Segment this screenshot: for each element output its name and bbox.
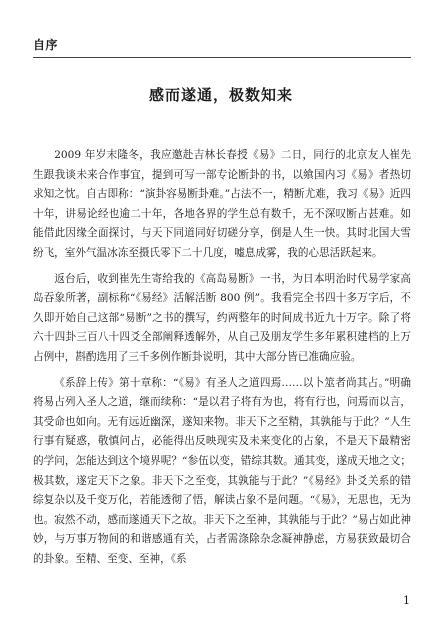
page-number: 1 xyxy=(403,594,410,607)
paragraph-2: 返台后，收到崔先生寄给我的《高岛易断》一书，为日本明治时代易学家高岛吞象所著，副标称“《易经》活解活断 800 例”。我看完全书四十多万字后，不久即开始自己这部“易断”之书的撰写，约两整年的时间成书近九十万字。除了将六十四卦三百八十四爻全部阐释透解外，从自己及朋友学生多年累积建档的上万占例中，斟酌选用了三千多例作断卦说明，其中大部分皆已准确应验。 xyxy=(33,272,411,363)
running-head: 自序 xyxy=(33,38,59,52)
paragraph-3: 《系辞上传》第十章称：“《易》有圣人之道四焉……以卜筮者尚其占。”明确将易占列入圣人之道，继而续称：“是以君子将有为也，将有行也，问焉而以言，其受命也如向。无有远近幽深，遂知来物。非天下之至精，其孰能与于此？”人生行事有疑惑，敬慎问占，必能得出反映现实及未来变化的占象，不是天下最精密的学问，怎能达到这个境界呢？“参伍以变，错综其数。通其变，遂成天地之文；极其数，遂定天下之象。非天下之至变，其孰能与于此？”《易经》卦爻关系的错综复杂以及千变万化，若能透彻了悟，解读占象不是问题。“《易》，无思也，无为也。寂然不动，感而遂通天下之故。非天下之至神，其孰能与于此？”易占如此神妙，与万事万物间的和谐感通有关，占者需涤除杂念凝神静虑，方易获致最切合的卦象。至精、至变、至神，《系 xyxy=(33,376,411,565)
body-text xyxy=(33,146,411,575)
chapter-title: 感而遂通，极数知来 xyxy=(148,86,293,104)
header-rule xyxy=(33,57,411,58)
paragraph-1: 2009 年岁末隆冬，我应邀赴吉林长春授《易》二日，同行的北京友人崔先生跟我谈未来合作事宜，提到可写一部专论断卦的书，以飨国内习《易》者热切求知之忱。自古即称：“演卦容易断卦难。”占法不一，精断尤难，我习《易》近四十年，讲易论经也逾二十年，各地各界的学生总有数千，无不深叹断占甚难。如能借此因缘全面探讨，与天下同道同好切磋分享，倒是人生一快。其时北国大雪纷飞，室外气温冰冻至摄氏零下二十几度，嘘息成雾，我的心思活跃起来。 xyxy=(33,149,411,259)
